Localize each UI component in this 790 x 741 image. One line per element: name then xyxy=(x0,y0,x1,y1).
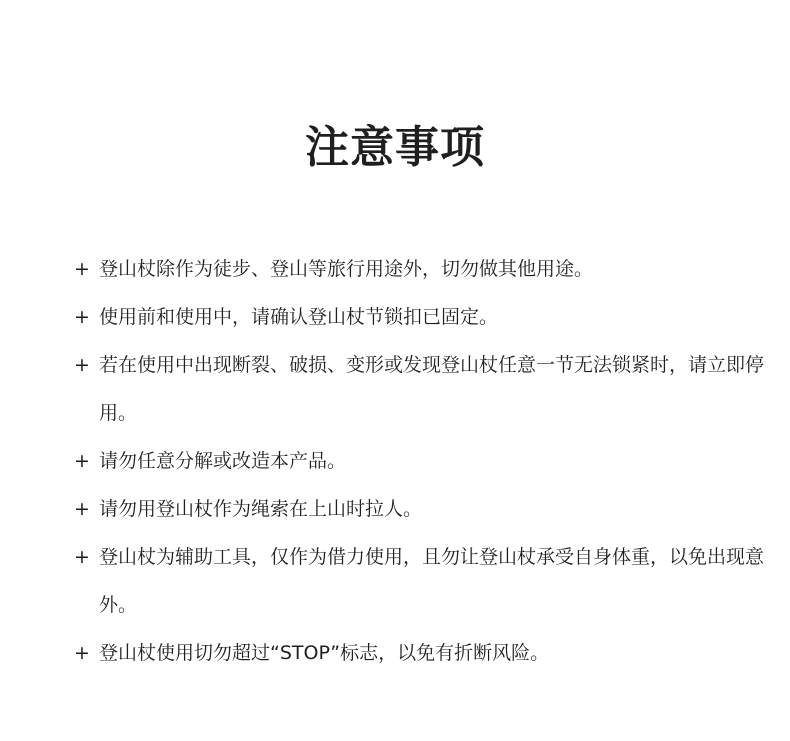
notice-item xyxy=(74,629,764,677)
notice-text: 使用前和使用中，请确认登山杖节锁扣已固定。 xyxy=(99,306,499,328)
plus-bullet-icon: + xyxy=(74,498,90,520)
plus-bullet-icon: + xyxy=(74,546,90,568)
notice-text: 请勿任意分解或改造本产品。 xyxy=(99,450,347,472)
notice-text: 请勿用登山杖作为绳索在上山时拉人。 xyxy=(99,498,423,520)
notice-list xyxy=(74,245,764,677)
plus-bullet-icon: + xyxy=(74,258,90,280)
notice-item xyxy=(74,437,764,485)
notice-item xyxy=(74,485,764,533)
plus-bullet-icon: + xyxy=(74,642,90,664)
notice-item xyxy=(74,341,764,437)
notice-text: 登山杖为辅助工具，仅作为借力使用，且勿让登山杖承受自身体重，以免出现意外。 xyxy=(99,546,765,616)
notice-text: 登山杖使用切勿超过“STOP”标志，以免有折断风险。 xyxy=(99,642,550,664)
notice-item xyxy=(74,293,764,341)
notice-item xyxy=(74,533,764,629)
plus-bullet-icon: + xyxy=(74,354,90,376)
notice-item xyxy=(74,245,764,293)
page-title: 注意事项 xyxy=(305,122,485,173)
notice-text: 若在使用中出现断裂、破损、变形或发现登山杖任意一节无法锁紧时，请立即停用。 xyxy=(99,354,765,424)
plus-bullet-icon: + xyxy=(74,450,90,472)
plus-bullet-icon: + xyxy=(74,306,90,328)
notice-text: 登山杖除作为徒步、登山等旅行用途外，切勿做其他用途。 xyxy=(99,258,594,280)
